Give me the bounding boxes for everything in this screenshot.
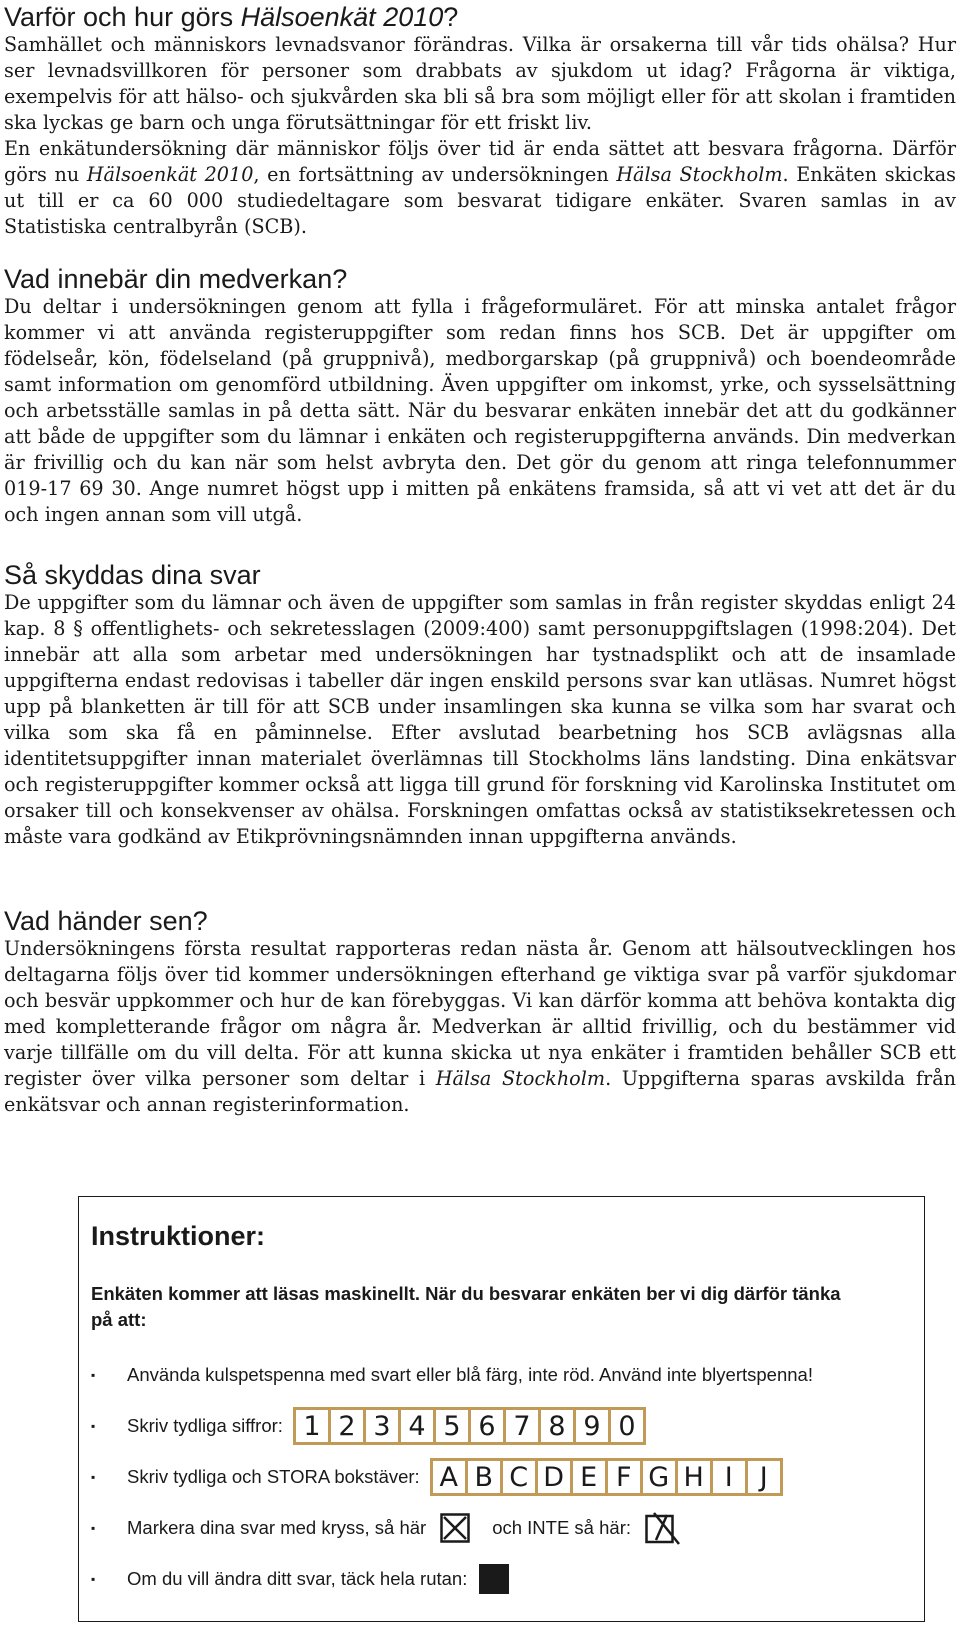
section-paragraph: Samhället och människors levnadsvanor förändras. Vilka är orsakerna till vår tids ohälsa? Hur ser levnadsvillkoren för personer som drabbats av sjukdom ut idag? Frågorna är viktiga, exempelvis för att hälso- och sjukvården ska bli så bra som möjligt eller för att skolan i framtiden ska lyckas ge barn och unga förutsättningar för ett friskt liv. — [4, 33, 956, 134]
instruction-text: Markera dina svar med kryss, så här — [127, 1517, 427, 1538]
section-heading: Så skyddas dina svar — [4, 560, 261, 590]
section-heading: Varför och hur görs Hälsoenkät 2010? — [4, 2, 459, 32]
filled-box-icon — [479, 1564, 509, 1594]
instruction-item-letters — [91, 1457, 783, 1497]
bullet-icon: ▪ — [91, 1572, 96, 1586]
digit-sample-cell: 6 — [471, 1410, 503, 1442]
letter-sample-cell: G — [643, 1461, 675, 1493]
digit-sample-cell: 3 — [366, 1410, 398, 1442]
bullet-icon: ▪ — [91, 1419, 96, 1433]
bullet-icon: ▪ — [91, 1470, 96, 1484]
instructions-title: Instruktioner: — [91, 1221, 266, 1251]
letter-sample-cell: J — [748, 1461, 780, 1493]
letter-sample-cell: B — [468, 1461, 500, 1493]
letter-sample-cell: H — [678, 1461, 710, 1493]
correct-cross-icon — [440, 1513, 470, 1543]
instruction-item-crosses — [91, 1508, 705, 1548]
section-paragraph: De uppgifter som du lämnar och även de uppgifter som samlas in från register skyddas enligt 24 kap. 8 § offentlighets- och sekretesslagen (2009:400) samt personuppgiftslagen (1998:204). Det innebär att alla som arbetar med undersökningen har tystnadsplikt och att de insamlade uppgifterna endast redovisas i tabeller där ingen enskild persons svar kan utläsas. Numret högst upp på blanketten är till för att SCB under insamlingen ska kunna se vilka som har svarat och vilka som ska få en påminnelse. Efter avslutad bearbetning hos SCB avlägsnas alla identitetsuppgifter innan materialet överlämnas till Stockholms läns landsting. Dina enkätsvar och registeruppgifter kommer också att ligga till grund för forskning vid Karolinska Institutet om orsaker till och konsekvenser av ohälsa. Forskningen omfattas också av statistiksekretessen och måste vara godkänd av Etikprövningsnämnden innan uppgifterna används. — [4, 591, 956, 848]
digit-sample-cell: 9 — [576, 1410, 608, 1442]
letter-sample-cell: F — [608, 1461, 640, 1493]
section-heading: Vad händer sen? — [4, 906, 208, 936]
instructions-box — [78, 1196, 925, 1622]
instruction-item-digits — [91, 1406, 646, 1446]
section-protection — [4, 560, 956, 850]
instruction-text: Skriv tydliga siffror: — [127, 1415, 283, 1436]
section-participation — [4, 264, 956, 528]
incorrect-cross-icon — [645, 1511, 683, 1545]
digit-sample-cell: 0 — [611, 1410, 643, 1442]
section-why-how — [4, 2, 956, 240]
letter-sample-cells — [430, 1458, 783, 1496]
digit-sample-cell: 2 — [331, 1410, 363, 1442]
digit-sample-cell: 4 — [401, 1410, 433, 1442]
digit-sample-cell: 5 — [436, 1410, 468, 1442]
digit-sample-cells — [293, 1407, 646, 1445]
instruction-text: Använda kulspetspenna med svart eller blå färg, inte röd. Använd inte blyertspenna! — [127, 1364, 813, 1385]
instruction-text: Skriv tydliga och STORA bokstäver: — [127, 1466, 420, 1487]
instruction-item-pen — [91, 1355, 813, 1395]
section-paragraph: Du deltar i undersökningen genom att fylla i frågeformuläret. För att minska antalet frågor kommer vi att använda registeruppgifter som redan finns hos SCB. Det är uppgifter om födelseår, kön, födelseland (på gruppnivå), medborgarskap (på gruppnivå) och boendeområde samt information om genomförd utbildning. Även uppgifter om inkomst, yrke, och sysselsättning och arbetsställe samlas in på detta sätt. När du besvarar enkäten innebär det att du godkänner att både de uppgifter som du lämnar i enkäten och registeruppgifterna används. Din medverkan är frivillig och du kan när som helst avbryta den. Det gör du genom att ringa telefonnummer 019-17 69 30. Ange numret högst upp i mitten på enkätens framsida, så att vi vet att det är du och ingen annan som vill utgå. — [4, 295, 956, 526]
section-what-next — [4, 906, 956, 1118]
digit-sample-cell: 1 — [296, 1410, 328, 1442]
letter-sample-cell: D — [538, 1461, 570, 1493]
instruction-text: Om du vill ändra ditt svar, täck hela rutan: — [127, 1568, 468, 1589]
letter-sample-cell: I — [713, 1461, 745, 1493]
section-paragraph: Undersökningens första resultat rapporteras redan nästa år. Genom att hälsoutvecklingen hos deltagarna följs över tid kommer undersökningen efterhand ge viktiga svar på varför sjukdomar och besvär uppkommer och hur de kan förebyggas. Vi kan därför komma att behöva kontakta dig med kompletterande frågor om några år. Medverkan är alltid frivillig, och du bestämmer vid varje tillfälle om du vill delta. För att kunna skicka ut nya enkäter i framtiden behåller SCB ett register över vilka personer som deltar i Hälsa Stockholm. Uppgifterna sparas avskilda från enkätsvar och annan registerinformation. — [4, 937, 956, 1116]
wrong-example-label: och INTE så här: — [492, 1517, 631, 1538]
section-heading: Vad innebär din medverkan? — [4, 264, 348, 294]
bullet-icon: ▪ — [91, 1368, 96, 1382]
instructions-intro: Enkäten kommer att läsas maskinellt. När du besvarar enkäten ber vi dig därför tänka på att: — [91, 1283, 841, 1330]
letter-sample-cell: A — [433, 1461, 465, 1493]
digit-sample-cell: 7 — [506, 1410, 538, 1442]
section-paragraph: En enkätundersökning där människor följs över tid är enda sättet att besvara frågorna. Därför görs nu Hälsoenkät 2010, en fortsättning av undersökningen Hälsa Stockholm. Enkäten skickas ut till er ca 60 000 studiedeltagare som besvarat tidigare enkäter. Svaren samlas in av Statistiska centralbyrån (SCB). — [4, 137, 956, 238]
letter-sample-cell: E — [573, 1461, 605, 1493]
letter-sample-cell: C — [503, 1461, 535, 1493]
bullet-icon: ▪ — [91, 1521, 96, 1535]
instruction-item-change — [91, 1559, 509, 1599]
digit-sample-cell: 8 — [541, 1410, 573, 1442]
